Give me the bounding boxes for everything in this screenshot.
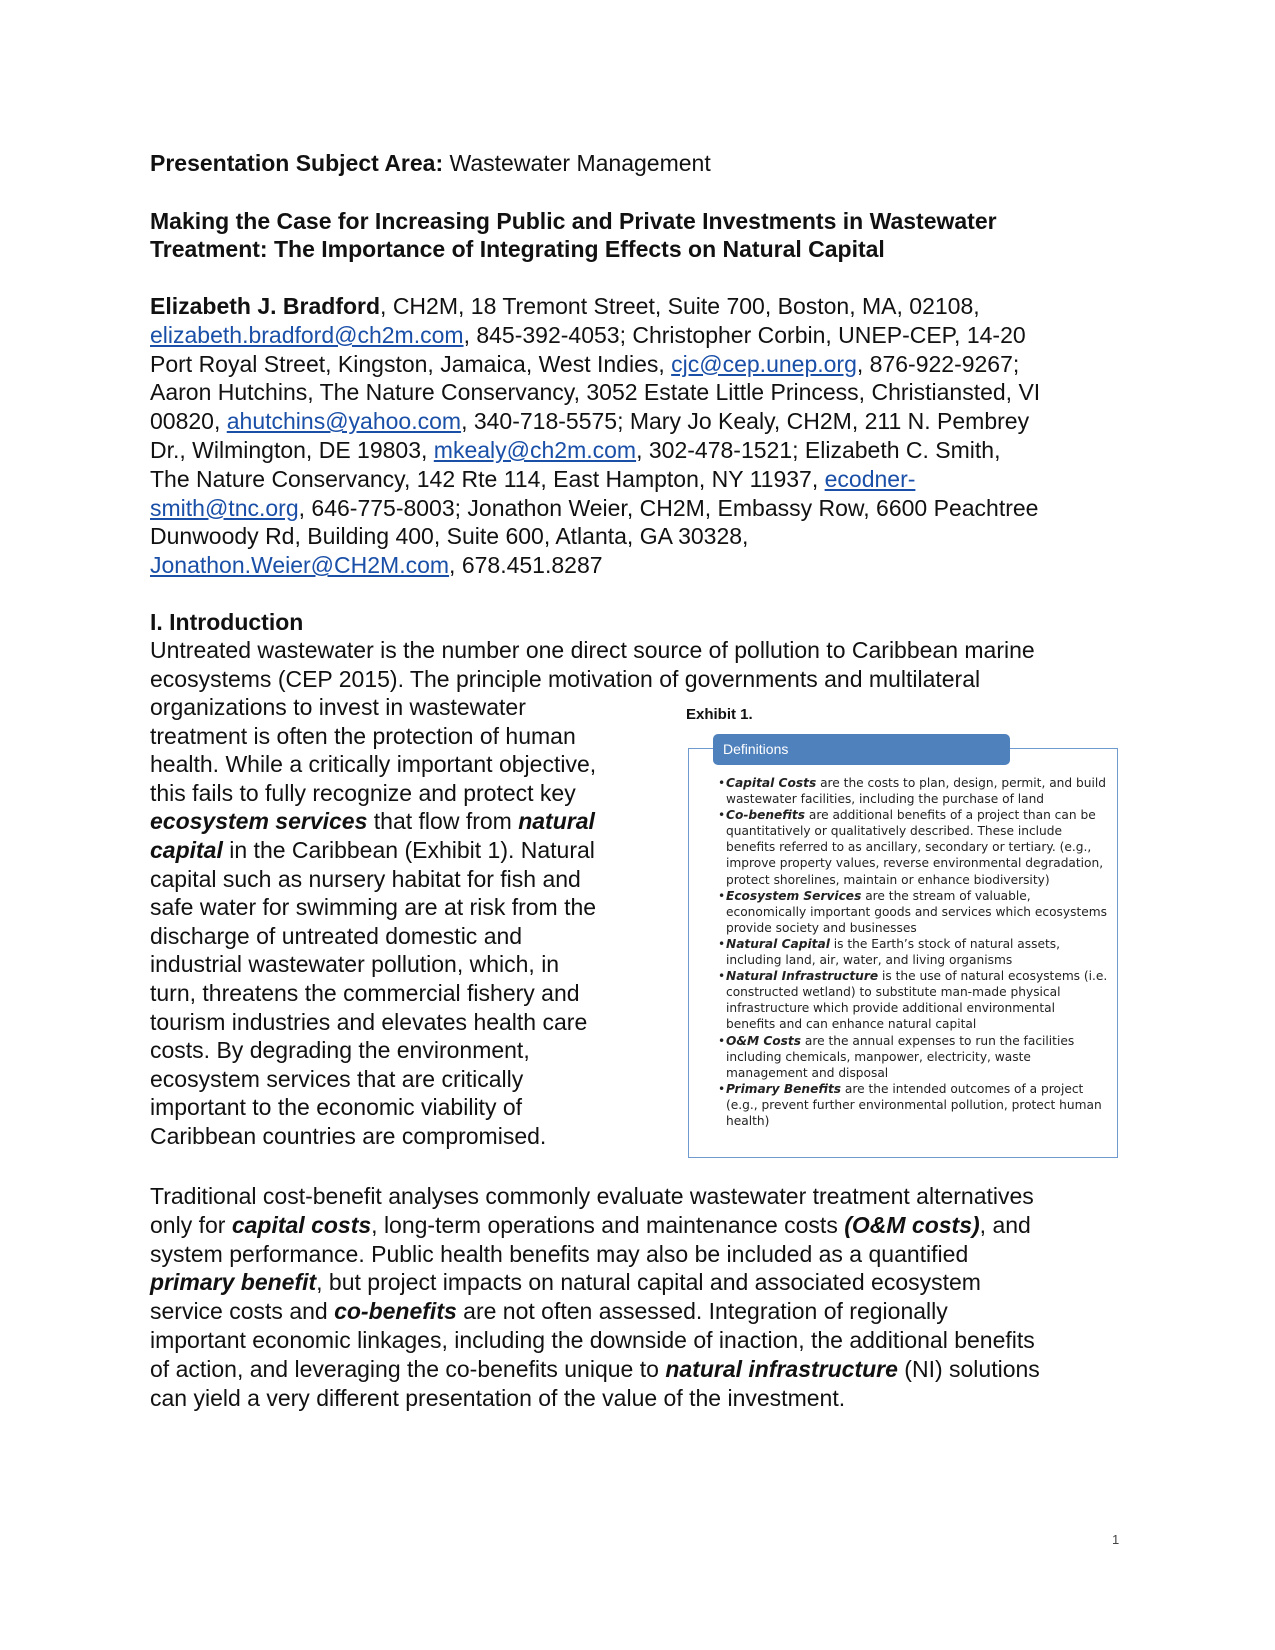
body-line: important economic linkages, including the downside of inaction, the additional benefits [150, 1326, 1035, 1353]
author-text: Port Royal Street, Kingston, Jamaica, West Indies, [150, 350, 672, 377]
body-line [150, 1355, 1130, 1384]
author-text: , 876-922-9267; [856, 350, 1020, 377]
definition-term: Co-benefits [726, 808, 805, 823]
definition-item [718, 775, 1108, 807]
definition-item [718, 807, 1108, 887]
definition-term: Primary Benefits [726, 1081, 842, 1096]
exhibit-label: Exhibit 1. [686, 706, 753, 723]
body-text: , and [979, 1211, 1031, 1238]
title-line: Treatment: The Importance of Integrating Effects on Natural Capital [150, 236, 885, 262]
key-term: capital costs [231, 1211, 372, 1238]
definition-text: is the Earth’s stock of natural assets, including land, air, water, and living organisms [726, 936, 1060, 968]
definition-term: Natural Capital [726, 936, 830, 951]
definition-term: O&M Costs [726, 1033, 802, 1048]
body-line: discharge of untreated domestic and [150, 922, 523, 949]
body-line: important to the economic viability of [150, 1094, 523, 1121]
body-text: are not often assessed. Integration of regionally [456, 1298, 948, 1325]
body-line: ecosystems (CEP 2015). The principle motivation of governments and multilateral [150, 665, 981, 692]
body-line: turn, threatens the commercial fishery and [150, 979, 580, 1006]
definition-term: Ecosystem Services [726, 888, 862, 903]
body-line: treatment is often the protection of human [150, 722, 576, 749]
author-text: , 678.451.8287 [449, 552, 603, 579]
email-link[interactable]: elizabeth.bradford@ch2m.com [150, 321, 464, 348]
body-line: capital such as nursery habitat for fish and [150, 865, 581, 892]
subject-area [150, 149, 1130, 178]
key-term: co-benefits [334, 1298, 457, 1325]
author-text: , CH2M, 18 Tremont Street, Suite 700, Boston, MA, 02108, [380, 293, 980, 319]
definitions-header: Definitions [713, 734, 1010, 765]
subject-value: Wastewater Management [449, 150, 711, 176]
body-line: health. While a critically important objective, [150, 751, 597, 778]
email-link[interactable]: ecodner- [824, 465, 916, 492]
author-text: , 340-718-5575; Mary Jo Kealy, CH2M, 211 N. Pembrey [461, 408, 1030, 435]
body-line: Caribbean countries are compromised. [150, 1122, 547, 1149]
body-text: of action, and leveraging the co-benefits unique to [150, 1355, 666, 1382]
body-line [150, 807, 650, 836]
definition-text: are the costs to plan, design, permit, and build wastewater facilities, including the purchase of land [726, 776, 1106, 807]
body-line: industrial wastewater pollution, which, in [150, 951, 560, 978]
body-line [150, 836, 650, 865]
body-line [150, 1268, 1130, 1297]
body-line: Traditional cost-benefit analyses commonly evaluate wastewater treatment alternatives [150, 1183, 1034, 1209]
body-line [150, 1297, 1130, 1326]
definition-item [718, 936, 1108, 968]
page-number: 1 [1112, 1532, 1120, 1547]
lead-author: Elizabeth J. Bradford [150, 293, 381, 319]
email-link[interactable]: cjc@cep.unep.org [671, 350, 857, 377]
title-line: Making the Case for Increasing Public and Private Investments in Wastewater [150, 208, 997, 234]
definition-text: is the use of natural ecosystems (i.e. constructed wetland) to substitute man-made physical infrastructure which provide additional environmental benefits and can enhance natural capital [726, 969, 1108, 1032]
author-text: Dunwoody Rd, Building 400, Suite 600, Atlanta, GA 30328, [150, 523, 749, 550]
body-text: service costs and [150, 1298, 335, 1325]
key-term: capital [150, 836, 223, 863]
author-text: , 845-392-4053; Christopher Corbin, UNEP-CEP, 14-20 [463, 321, 1026, 348]
definitions-list [718, 775, 1108, 1129]
body-line: system performance. Public health benefits may also be included as a quantified [150, 1240, 969, 1267]
definition-item [718, 888, 1108, 936]
definition-term: Capital Costs [726, 776, 817, 790]
body-text: (NI) solutions [897, 1355, 1040, 1382]
email-link[interactable]: mkealy@ch2m.com [433, 436, 637, 463]
bullet-icon: • [718, 1033, 726, 1048]
email-link[interactable]: ahutchins@yahoo.com [226, 408, 462, 435]
bullet-icon: • [718, 1081, 726, 1096]
bullet-icon: • [718, 888, 726, 903]
author-list [150, 292, 1130, 580]
definition-term: Natural Infrastructure [726, 969, 879, 984]
key-term: natural [518, 808, 595, 835]
body-line [150, 1211, 1130, 1240]
subject-label: Presentation Subject Area: [150, 150, 444, 176]
body-line: this fails to fully recognize and protect key [150, 779, 576, 806]
author-text: The Nature Conservancy, 142 Rte 114, East Hampton, NY 11937, [150, 465, 825, 492]
body-line: Untreated wastewater is the number one direct source of pollution to Caribbean marine [150, 637, 1035, 663]
bullet-icon: • [718, 969, 726, 984]
section-heading: I. Introduction [150, 609, 304, 635]
author-text: Dr., Wilmington, DE 19803, [150, 436, 434, 463]
key-term: primary benefit [150, 1269, 317, 1296]
author-text: , 302-478-1521; Elizabeth C. Smith, [636, 436, 1001, 463]
key-term: ecosystem services [150, 808, 368, 835]
definition-text: are additional benefits of a project than can be quantitatively or qualitatively described. These include benefits referred to as ancillary, secondary or tertiary. (e.g., improve property values, reverse environmental degradation, protect shorelines, maintain or enhance biodiversity) [726, 808, 1104, 887]
body-text: , but project impacts on natural capital and associated ecosystem [316, 1269, 981, 1296]
bullet-icon: • [718, 808, 726, 823]
intro-paragraph [150, 636, 1130, 694]
paper-title [150, 207, 1130, 263]
definition-item [718, 1033, 1108, 1081]
bullet-icon: • [718, 776, 726, 790]
body-line: tourism industries and elevates health care [150, 1008, 588, 1035]
body-text: in the Caribbean (Exhibit 1). Natural [222, 836, 595, 863]
body-text: , long-term operations and maintenance costs [371, 1211, 845, 1238]
intro-column [150, 693, 650, 1151]
definition-text: are the intended outcomes of a project (e.g., prevent further environmental pollution, protect human health) [726, 1081, 1102, 1128]
body-text: that flow from [367, 808, 519, 835]
body-text: only for [150, 1211, 232, 1238]
body-line: safe water for swimming are at risk from the [150, 894, 597, 921]
email-link[interactable]: Jonathon.Weier@CH2M.com [150, 552, 450, 579]
definition-item [718, 968, 1108, 1032]
body-line: ecosystem services that are critically [150, 1065, 524, 1092]
body-paragraph [150, 1182, 1130, 1412]
definition-item [718, 1081, 1108, 1129]
definition-text: are the annual expenses to run the facilities including chemicals, manpower, electricity, waste management and disposal [726, 1033, 1075, 1080]
body-line: organizations to invest in wastewater [150, 694, 526, 720]
bullet-icon: • [718, 936, 726, 951]
author-text: 00820, [150, 408, 227, 435]
key-term: (O&M costs) [844, 1211, 980, 1238]
body-line: costs. By degrading the environment, [150, 1037, 530, 1064]
author-text: , 646-775-8003; Jonathon Weier, CH2M, Embassy Row, 6600 Peachtree [298, 494, 1039, 521]
email-link[interactable]: smith@tnc.org [150, 494, 299, 521]
author-text: Aaron Hutchins, The Nature Conservancy, 3052 Estate Little Princess, Christiansted, VI [150, 379, 1041, 406]
body-line: can yield a very different presentation of the value of the investment. [150, 1384, 846, 1411]
definition-text: are the stream of valuable, economically important goods and services which ecosystems provide society and businesses [726, 888, 1107, 935]
key-term: natural infrastructure [665, 1355, 898, 1382]
